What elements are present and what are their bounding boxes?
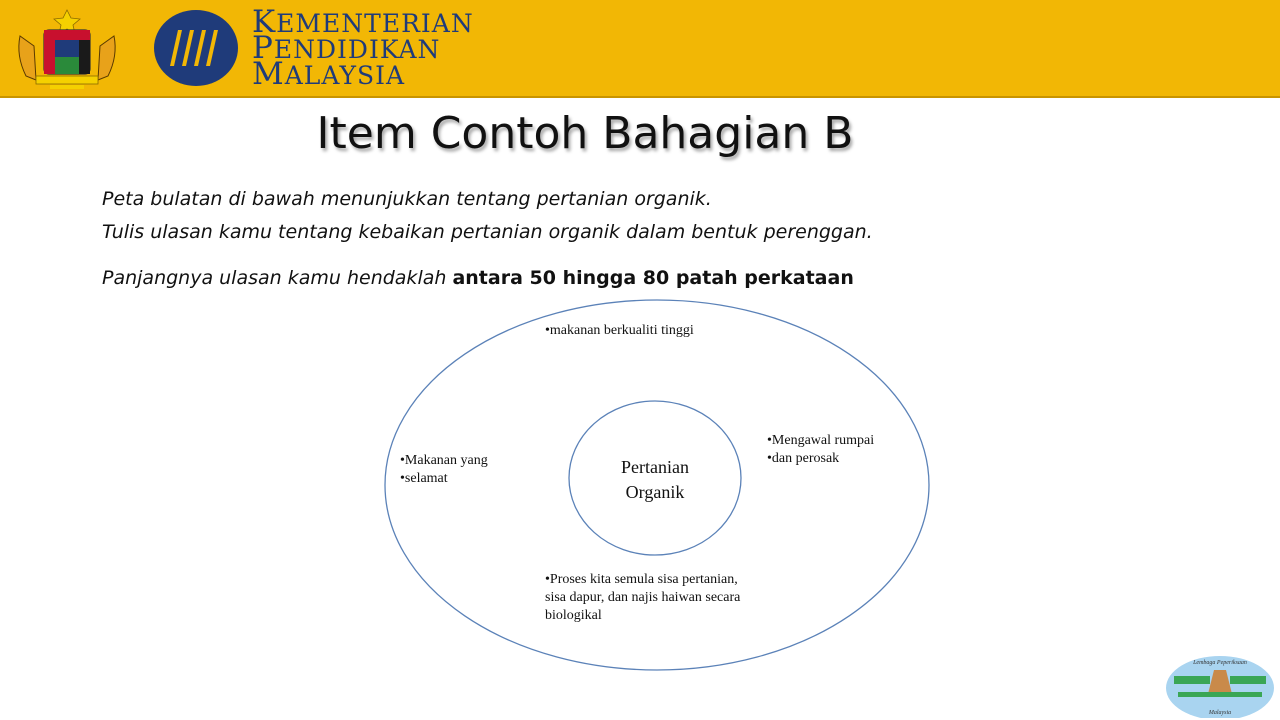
instruction-line-2: Tulis ulasan kamu tentang kebaikan pertanian organik dalam bentuk perenggan. — [102, 221, 873, 243]
lembaga-peperiksaan-logo-icon — [1164, 650, 1276, 718]
context-left: •Makanan yang •selamat — [400, 453, 488, 486]
footer-logo-text-bottom: Malaysia — [1208, 710, 1232, 716]
footer-logo-text-top: Lembaga Peperiksaan — [1193, 660, 1247, 666]
context-right: •Mengawal rumpai •dan perosak — [767, 433, 875, 466]
context-top: •makanan berkualiti tinggi — [545, 323, 694, 338]
page-title: Item Contoh Bahagian B — [316, 108, 854, 159]
instruction-line-1: Peta bulatan di bawah menunjukkan tentang pertanian organik. — [102, 188, 712, 210]
context-bottom: •Proses kita semula sisa pertanian, sisa dapur, dan najis haiwan secara biologikal — [545, 572, 741, 623]
center-topic: Pertanian Organik — [621, 457, 689, 502]
instruction-line-3: Panjangnya ulasan kamu hendaklah antara 50 hingga 80 patah perkataan — [102, 267, 854, 289]
ministry-name: KEMENTERIAN PENDIDIKAN MALAYSIA — [252, 4, 474, 92]
